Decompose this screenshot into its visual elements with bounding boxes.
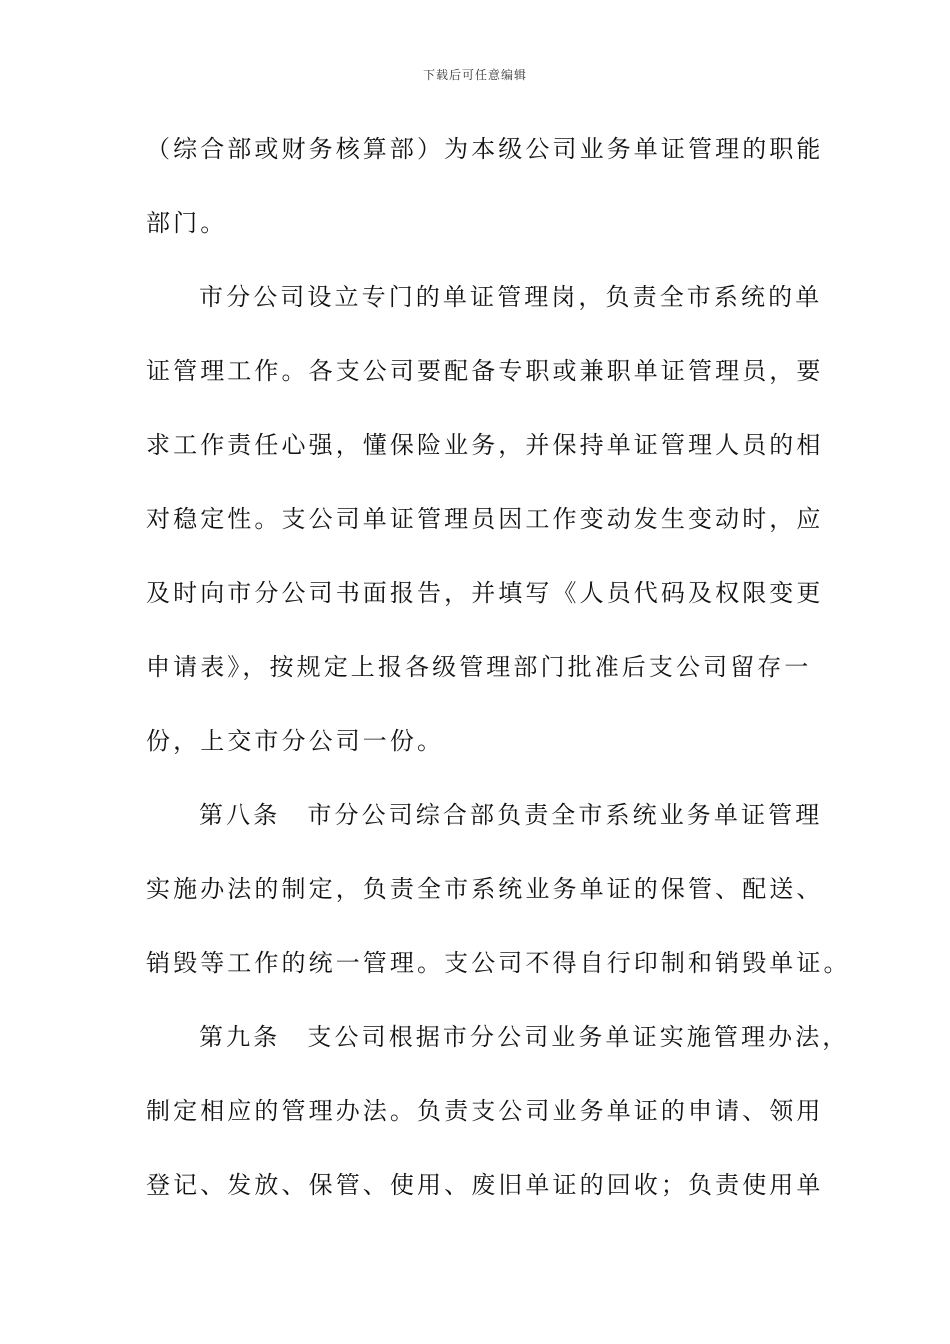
paragraph — [146, 1019, 850, 1204]
text-line: 登记、发放、保管、使用、废旧单证的回收；负责使用单 — [146, 1171, 824, 1199]
text-line: 证管理工作。各支公司要配备专职或兼职单证管理员，要 — [146, 357, 824, 385]
paragraph — [146, 279, 824, 760]
text-line: 市分公司设立专门的单证管理岗，负责全市系统的单 — [199, 283, 823, 311]
text-line: 求工作责任心强，懂保险业务，并保持单证管理人员的相 — [146, 431, 824, 459]
text-line: 制定相应的管理办法。负责支公司业务单证的申请、领用 — [146, 1097, 824, 1125]
text-line: 及时向市分公司书面报告，并填写《人员代码及权限变更 — [146, 579, 824, 607]
paragraph — [146, 797, 851, 982]
text-line: 第九条 支公司根据市分公司业务单证实施管理办法， — [199, 1023, 850, 1051]
text-line: 实施办法的制定，负责全市系统业务单证的保管、配送、 — [146, 875, 824, 903]
text-line: 销毁等工作的统一管理。支公司不得自行印制和销毁单证。 — [146, 949, 851, 977]
text-line: 份，上交市分公司一份。 — [146, 727, 445, 755]
page-header: 下载后可任意编辑 — [422, 68, 527, 82]
text-line: （综合部或财务核算部）为本级公司业务单证管理的职能 — [146, 135, 824, 163]
text-line: 部门。 — [146, 209, 228, 237]
document-body — [146, 131, 851, 1241]
text-line: 申请表》，按规定上报各级管理部门批准后支公司留存一 — [146, 653, 812, 681]
text-line: 第八条 市分公司综合部负责全市系统业务单证管理 — [199, 801, 823, 829]
paragraph — [146, 131, 824, 242]
text-line: 对稳定性。支公司单证管理员因工作变动发生变动时，应 — [146, 505, 824, 533]
